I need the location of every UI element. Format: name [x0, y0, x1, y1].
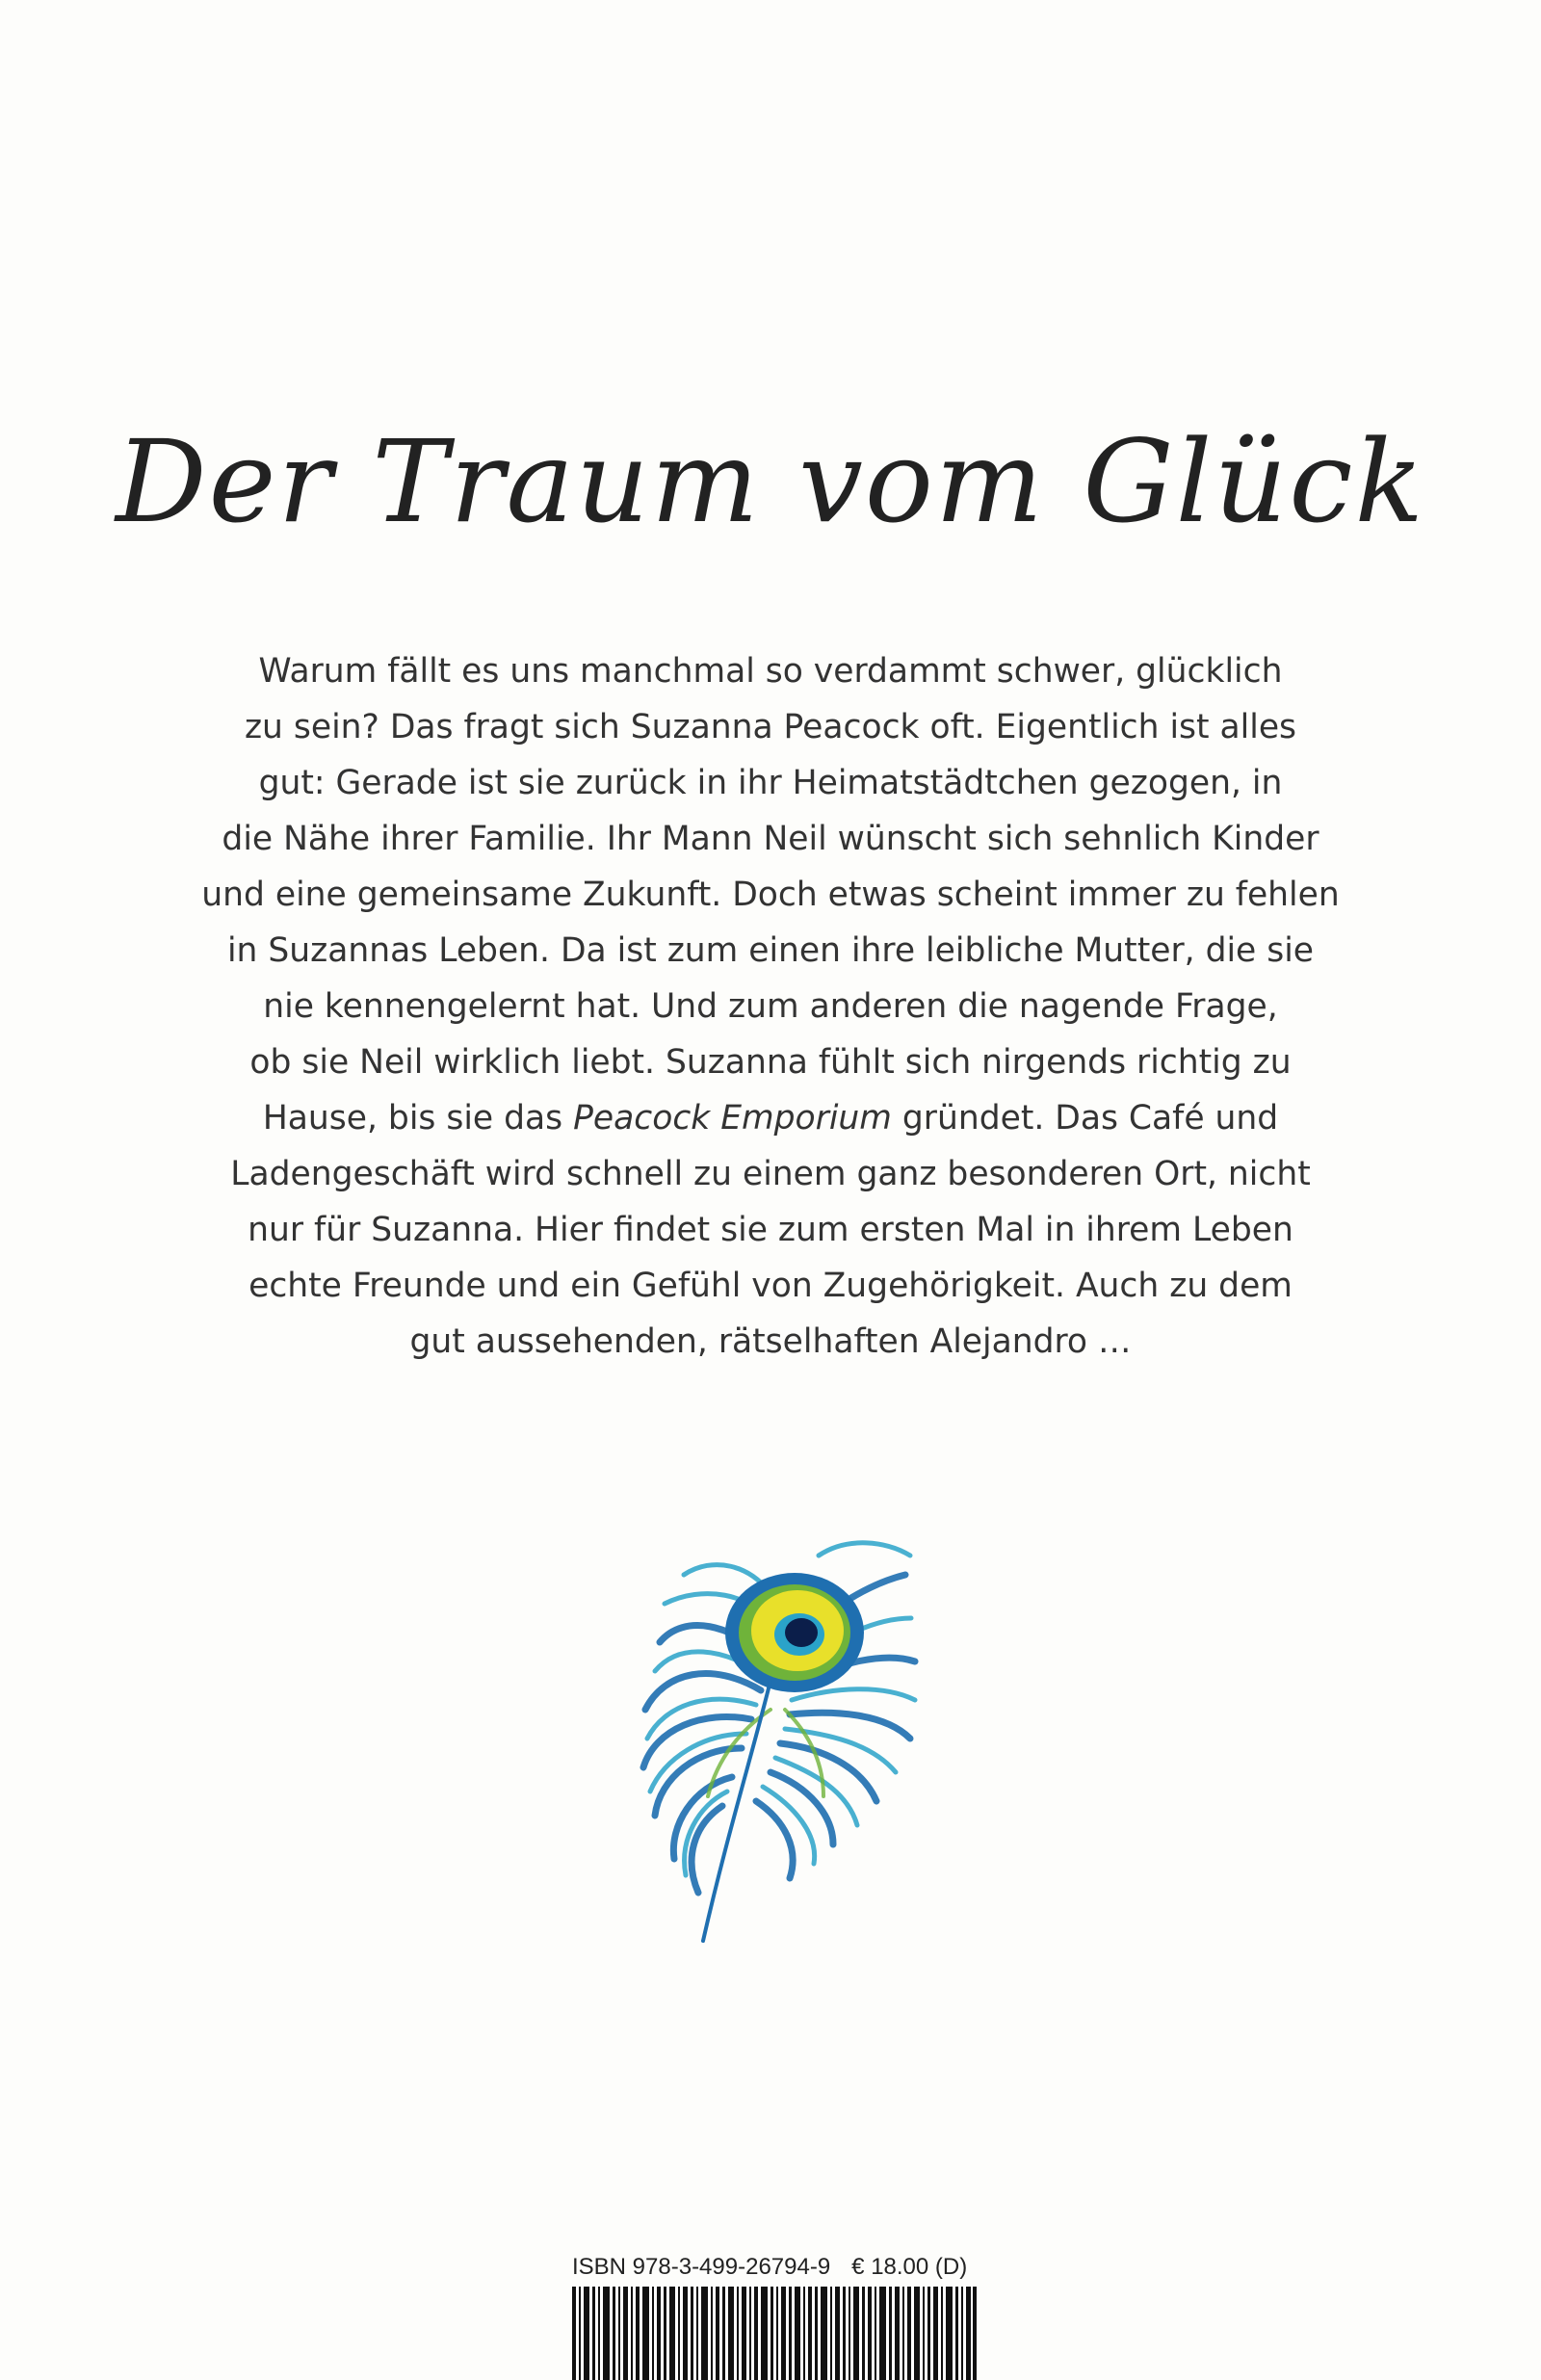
blurb-line: nie kennengelernt hat. Und zum anderen die nagende Frage,	[263, 987, 1278, 1026]
blurb-fragment: gründet. Das Café und	[891, 1099, 1279, 1138]
isbn: ISBN 978-3-499-26794-9	[572, 2254, 831, 2280]
blurb-line: Warum fällt es uns manchmal so verdammt schwer, glücklich	[258, 652, 1283, 691]
blurb-fragment: Hause, bis sie das	[262, 1099, 574, 1138]
blurb-line: ob sie Neil wirklich liebt. Suzanna fühlt sich nirgends richtig zu	[249, 1043, 1292, 1082]
blurb-line: echte Freunde und ein Gefühl von Zugehörigkeit. Auch zu dem	[248, 1267, 1293, 1305]
blurb-line: in Suzannas Leben. Da ist zum einen ihre leibliche Mutter, die sie	[226, 931, 1315, 970]
price: € 18.00 (D)	[851, 2254, 968, 2280]
blurb-text	[193, 643, 1348, 1370]
blurb-line: gut: Gerade ist sie zurück in ihr Heimatstädtchen gezogen, in	[258, 764, 1283, 802]
blurb-line: und eine gemeinsame Zukunft. Doch etwas scheint immer zu fehlen	[201, 876, 1340, 914]
book-title: Der Traum vom Glück	[116, 415, 1425, 548]
peacock-feather-icon	[626, 1517, 934, 1946]
isbn-price-row	[572, 2254, 977, 2281]
blurb-line: nur für Suzanna. Hier findet sie zum ersten Mal in ihrem Leben	[248, 1211, 1293, 1249]
blurb-line: die Nähe ihrer Familie. Ihr Mann Neil wünscht sich sehnlich Kinder	[222, 820, 1319, 858]
blurb-line: zu sein? Das fragt sich Suzanna Peacock oft. Eigentlich ist alles	[244, 708, 1297, 746]
blurb-line	[193, 1090, 1348, 1146]
barcode	[572, 2287, 977, 2380]
blurb-line: gut aussehenden, rätselhaften Alejandro …	[409, 1322, 1132, 1361]
shop-name-italic: Peacock Emporium	[573, 1099, 892, 1138]
blurb-line: Ladengeschäft wird schnell zu einem ganz besonderen Ort, nicht	[230, 1155, 1311, 1193]
